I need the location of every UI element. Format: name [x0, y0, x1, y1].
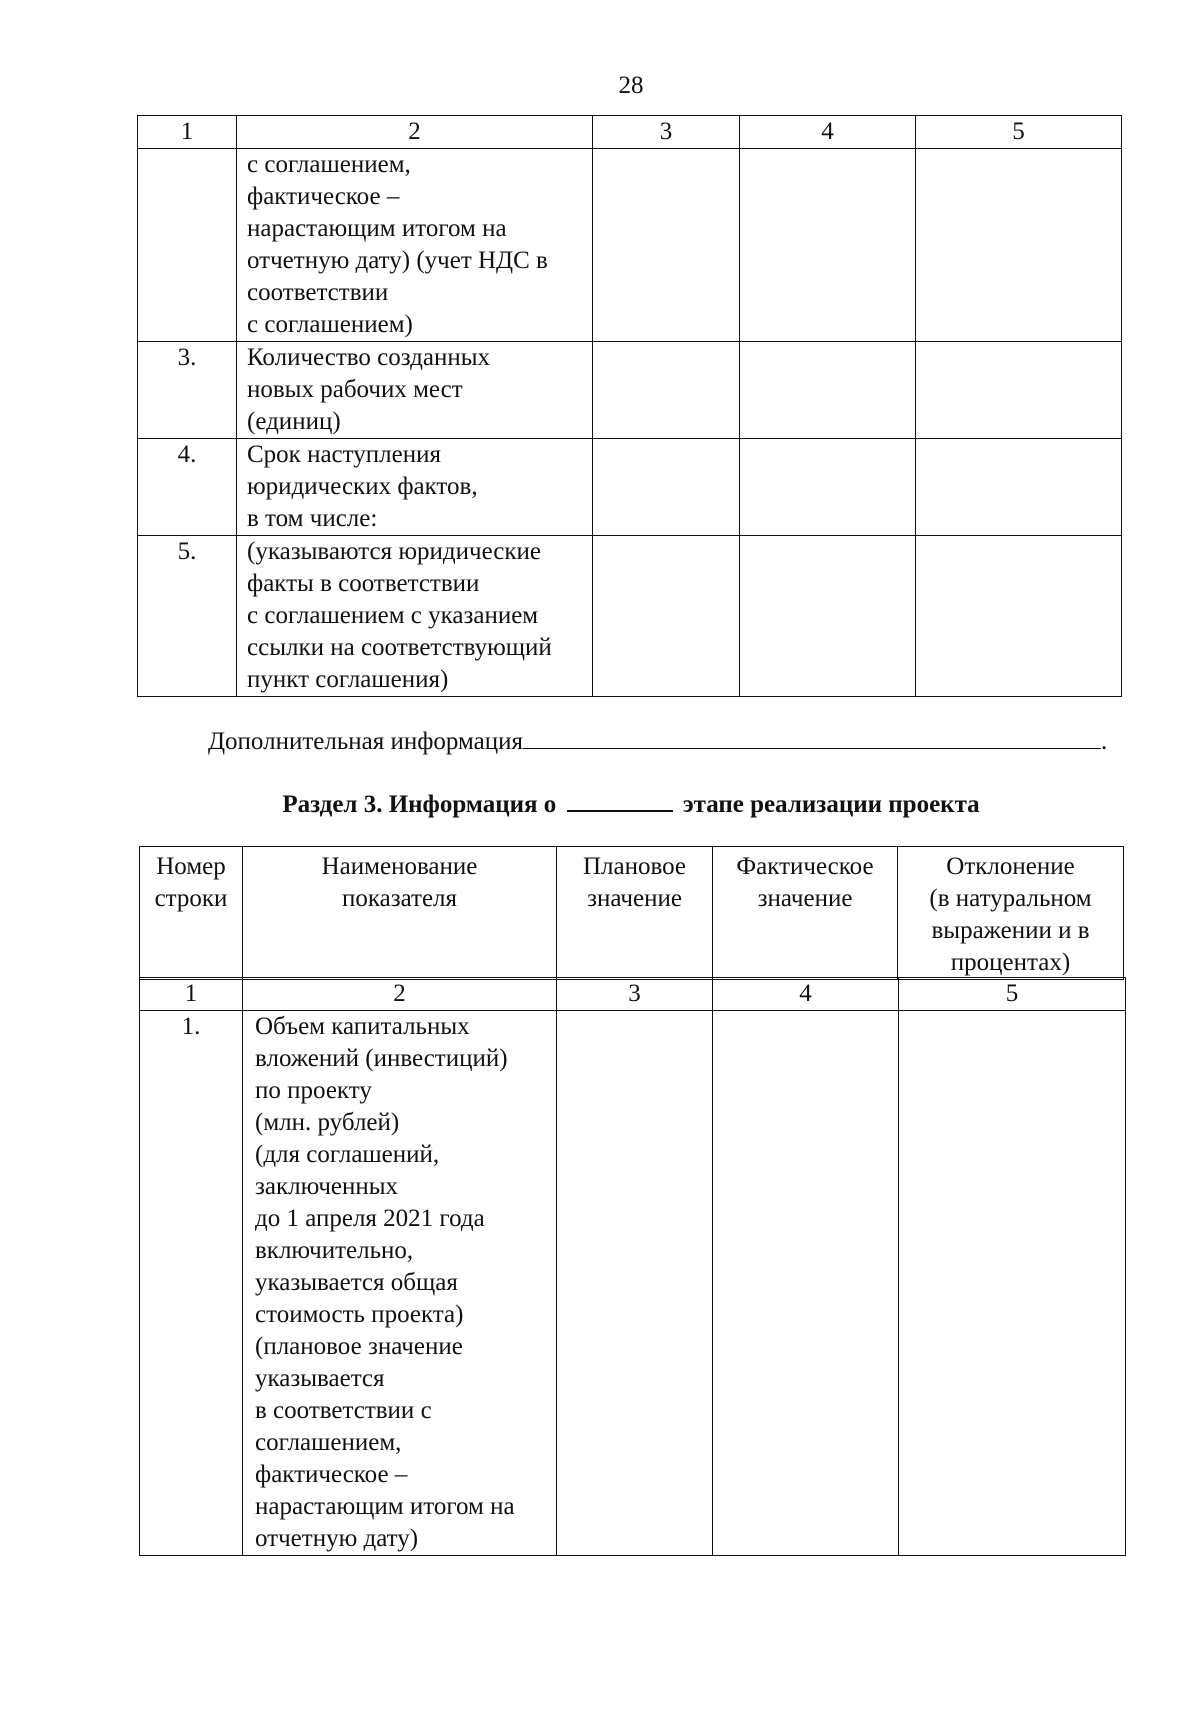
column-index-3: 3 [593, 116, 740, 149]
indicator-name: Объем капитальных вложений (инвестиций) по проекту (млн. рублей) (для соглашений, заключенных до 1 апреля 2021 года включительно, указывается общая стоимость проекта) (плановое значение указывается в соответствии с соглашением, фактическое – нарастающим итогом на отчетную дату) [243, 1011, 557, 1556]
column-header-row [140, 847, 1124, 980]
additional-info-label: Дополнительная информация [208, 728, 524, 755]
table-row [138, 342, 1122, 439]
table-row [140, 1011, 1126, 1556]
page-number: 28 [618, 72, 644, 99]
column-index-2: 2 [237, 116, 593, 149]
row-number: 5. [138, 536, 237, 697]
deviation-cell [916, 342, 1122, 439]
column-header-row-number: Номер строки [140, 847, 243, 980]
row-number: 4. [138, 439, 237, 536]
actual-value-cell [740, 536, 916, 697]
section-title-before: Раздел 3. Информация о [282, 791, 557, 818]
column-index-1: 1 [138, 116, 237, 149]
deviation-cell [916, 149, 1122, 342]
column-index-4: 4 [713, 978, 899, 1011]
column-index-3: 3 [557, 978, 713, 1011]
column-index-4: 4 [740, 116, 916, 149]
additional-info [208, 722, 1107, 756]
column-index-5: 5 [916, 116, 1122, 149]
table-row [138, 439, 1122, 536]
planned-value-cell [593, 149, 740, 342]
indicator-name: с соглашением, фактическое – нарастающим итогом на отчетную дату) (учет НДС в соответствии с соглашением) [237, 149, 593, 342]
column-index-2: 2 [243, 978, 557, 1011]
indicator-name: Количество созданных новых рабочих мест (единиц) [237, 342, 593, 439]
additional-info-blank-line[interactable] [523, 722, 1101, 749]
section-3-indicators-table [139, 977, 1126, 1556]
column-header-deviation: Отклонение (в натуральном выражении и в процентах) [898, 847, 1124, 980]
indicator-name: (указываются юридические факты в соответствии с соглашением с указанием ссылки на соответствующий пункт соглашения) [237, 536, 593, 697]
table-index-row [140, 978, 1126, 1011]
indicator-name: Срок наступления юридических фактов, в том числе: [237, 439, 593, 536]
actual-value-cell [740, 149, 916, 342]
table-row [138, 149, 1122, 342]
stage-number-blank[interactable] [567, 784, 673, 812]
additional-info-end: . [1101, 728, 1108, 755]
planned-value-cell [593, 342, 740, 439]
column-header-indicator-name: Наименование показателя [243, 847, 557, 980]
actual-value-cell [713, 1011, 899, 1556]
section-title-after: этапе реализации проекта [682, 791, 980, 818]
planned-value-cell [557, 1011, 713, 1556]
section-3-table-header [139, 846, 1124, 980]
column-header-actual-value: Фактическое значение [713, 847, 898, 980]
row-number: 1. [140, 1011, 243, 1556]
planned-value-cell [593, 536, 740, 697]
actual-value-cell [740, 342, 916, 439]
planned-value-cell [593, 439, 740, 536]
deviation-cell [916, 439, 1122, 536]
column-index-5: 5 [899, 978, 1126, 1011]
column-index-1: 1 [140, 978, 243, 1011]
row-number: 3. [138, 342, 237, 439]
actual-value-cell [740, 439, 916, 536]
column-header-planned-value: Плановое значение [557, 847, 713, 980]
table-row [138, 536, 1122, 697]
row-number [138, 149, 237, 342]
table-header-row [138, 116, 1122, 149]
indicators-table-continued [137, 115, 1122, 697]
deviation-cell [899, 1011, 1126, 1556]
section-3-title [0, 784, 1200, 819]
deviation-cell [916, 536, 1122, 697]
